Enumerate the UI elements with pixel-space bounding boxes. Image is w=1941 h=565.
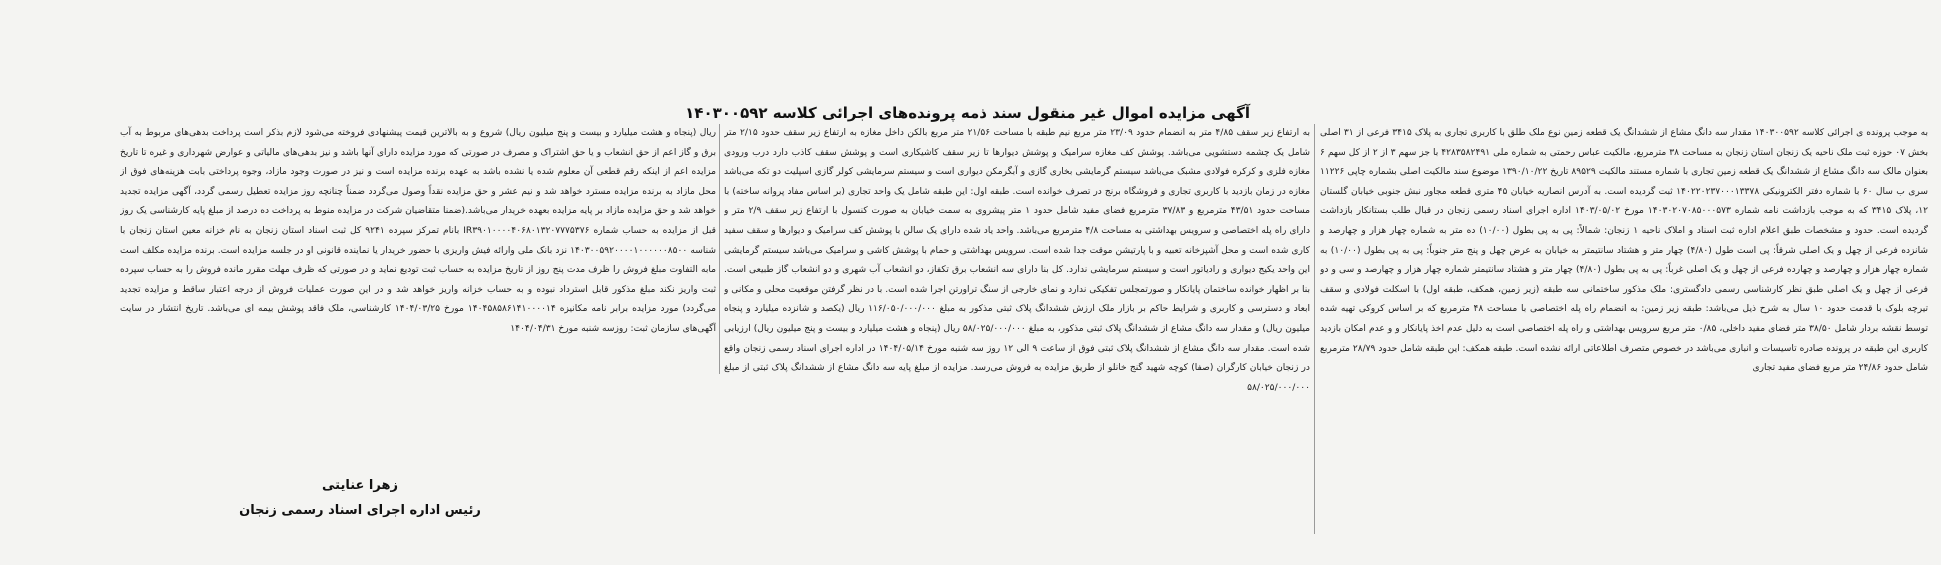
- notice-column-middle: به ارتفاع زیر سقف ۴/۸۵ متر به انضمام حدود ۲۳/۰۹ متر مربع نیم طبقه با مساحت ۲۱/۵۶ متر مربع بالکن داخل مغازه به ارتفاع زیر سقف حدود ۲/۱۵ متر شامل یک چشمه دستشویی می‌باشد. پوشش کف مغازه سرامیک و پوشش دیوارها تا زیر سقف کاشیکاری است و پوشش سقف کاذب دارد درب ورودی مغازه فلزی و کرکره فولادی مشبک می‌باشد سیستم گرمایشی بخاری گازی و آبگرمکن دیواری است و سیستم سرمایشی کولر گازی اسپلیت دو تکه می‌باشد مغازه در زمان بازدید با کاربری تجاری و فروشگاه برنج در تصرف خوانده است. طبقه اول: این طبقه شامل یک واحد تجاری (بر اساس مفاد پروانه ساخته) با مساحت حدود ۴۳/۵۱ مترمربع و ۳۷/۸۳ مترمربع فضای مفید شامل حدود ۱ متر پیشروی به سمت خیابان به صورت کنسول با ارتفاع زیر سقف ۲/۹ متر و دارای راه پله اختصاصی و سرویس بهداشتی به مساحت ۴/۸ مترمربع می‌باشد. واحد یاد شده دارای یک سالن با پوشش کف سرامیک و دیوارها و سقف سفید کاری شده است و محل آشپزخانه تعبیه و با پارتیشن موقت جدا شده است. سرویس بهداشتی و حمام با پوشش کاشی و سرامیک می‌باشد سیستم گرمایشی این واحد یکیج دیواری و رادیاتور است و سیستم سرمایشی ندارد. کل بنا دارای سه انشعاب برق تکفاز، دو انشعاب آب شهری و دو انشعاب گاز طبیعی است. بنا بر اظهار خوانده ساختمان پایانکار و صورتمجلس تفکیکی ندارد و نمای خارجی از سنگ تراورتن اجرا شده است. با در نظر گرفتن موقعیت محلی و مکانی و ابعاد و دسترسی و کاربری و شرایط حاکم بر بازار ملک ارزش ششدانگ پلاک ثبتی مذکور به مبلغ ۱۱۶/۰۵۰/۰۰۰/۰۰۰ ریال (یکصد و شانزده میلیارد و پنجاه میلیون ریال) و مقدار سه دانگ مشاع از ششدانگ پلاک ثبتی مذکور، به مبلغ ۵۸/۰۲۵/۰۰۰/۰۰۰ ریال (پنجاه و هشت میلیارد و بیست و پنج میلیون ریال) ارزیابی شده است. مقدار سه دانگ مشاع از ششدانگ پلاک ثبتی فوق از ساعت ۹ الی ۱۲ روز سه شنبه مورخ ۱۴۰۴/۰۵/۱۴ در اداره اجرای اسناد رسمی زنجان واقع در زنجان خیابان کارگران (صفا) کوچه شهید گنج خانلو از طریق مزایده به فروش می‌رسد. مزایده از مبلغ پایه سه دانگ مشاع از ششدانگ پلاک ثبتی از مبلغ ۵۸/۰۲۵/۰۰۰/۰۰۰: [724, 128, 1310, 393]
- column-divider: [719, 124, 720, 374]
- notice-title: آگهی مزایده اموال غیر منقول سند ذمه پرونده‌های اجرائی کلاسه ۱۴۰۳۰۰۵۹۲: [685, 104, 1250, 122]
- notice-column-left: ریال (پنجاه و هشت میلیارد و بیست و پنج میلیون ریال) شروع و به بالاترین قیمت پیشنهادی فروخته می‌شود لازم بذکر است پرداخت بدهی‌های مربوط به آب برق و گاز اعم از حق انشعاب و یا حق اشتراک و مصرف در صورتی که مورد مزایده دارای آنها باشد و نیز بدهی‌های مالیاتی و عوارض شهرداری و غیره تا تاریخ مزایده اعم از اینکه رقم قطعی آن معلوم شده یا نشده باشد به عهده برنده مزایده است و نیز در صورت وجود مازاد، وجوه پرداختی بابت هزینه‌های فوق از محل مازاد به برنده مزایده مسترد خواهد شد و نیم عشر و حق مزایده نقداً وصول می‌گردد ضمناً چنانچه روز مزایده تعطیل رسمی گردد، آگهی مزایده تجدید خواهد شد و حق مزایده مازاد بر پایه مزایده بعهده خریدار می‌باشد.(ضمنا متقاضیان شرکت در مزایده منوط به پرداخت ده درصد از مبلغ پایه کارشناسی یک روز قبل از مزایده به حساب شماره IR۳۹۰۱۰۰۰۰۴۰۶۸۰۱۳۲۰۷۷۷۵۳۷۶ بانام تمرکز سپرده ۹۲۴۱ کل ثبت اسناد استان زنجان به نام خزانه معین استان زنجان با شناسه ۱۴۰۳۰۰۵۹۲۰۰۰۰۱۰۰۰۰۰۰۸۵۰۰ نزد بانک ملی وارائه فیش واریزی با حضور خریدار یا نماینده قانونی او در جلسه مزایده است. برنده مزایده مکلف است مابه التفاوت مبلغ فروش را ظرف مدت پنج روز از تاریخ مزایده به حساب ثبت تودیع نماید و در صورتی که ظرف مهلت مقرر مانده فروش را به حساب سپرده ثبت واریز نکند مبلغ مذکور قابل استرداد نبوده و به حساب خزانه واریز خواهد شد و در این صورت عملیات فروش از درجه اعتبار ساقط و مزایده تجدید می‌گردد) مورد مزایده برابر نامه مکانیزه ۱۴۰۴۵۸۵۸۶۱۴۱۰۰۰۰۱۴ مورخ ۱۴۰۴/۰۳/۲۵ کارشناسی، ملک فاقد پوشش بیمه ای می‌باشد. تاریخ انتشار در سایت آگهی‌های سازمان ثبت: روزسه شنبه مورخ ۱۴۰۴/۰۴/۳۱: [120, 128, 716, 334]
- column-divider: [1314, 124, 1315, 534]
- notice-column-right: به موجب پرونده ی اجرائی کلاسه ۱۴۰۳۰۰۵۹۲ مقدار سه دانگ مشاع از ششدانگ یک قطعه زمین نوع ملک طلق با کاربری تجاری به پلاک ۳۴۱۵ فرعی از ۳۱ اصلی بخش ۰۷ حوزه ثبت ملک ناحیه یک زنجان استان زنجان به مساحت ۳۸ مترمربع، مالکیت عباس رحمتی به شماره ملی ۴۲۸۳۵۸۲۴۹۱ با جز سهم ۳ از ۲ از کل سهم ۶ بعنوان مالک سه دانگ مشاع از ششدانگ یک قطعه زمین تجاری با شماره مستند مالکیت ۸۹۵۲۹ تاریخ ۱۳۹۰/۱۰/۲۲ موضوع سند مالکیت اصلی بشماره چاپی ۱۱۲۲۶ سری ب سال ۶۰ با شماره دفتر الکترونیکی ۱۴۰۲۲۰۲۳۷۰۰۰۱۳۳۷۸ ثبت گردیده است. به آدرس انصاریه خیابان ۴۵ متری قطعه مجاور نبش جنوبی خیابان گلستان ۱۲، پلاک ۳۴۱۵ که به موجب بازداشت نامه شماره ۱۴۰۳۰۲۰۷۰۸۵۰۰۰۵۷۳ مورخ ۱۴۰۳/۰۵/۰۲ اداره اجرای اسناد رسمی زنجان در قبال طلب بستانکار بازداشت گردیده است. حدود و مشخصات طبق اعلام اداره ثبت اسناد و املاک ناحیه ۱ زنجان: شمالاً: پی به پی بطول (۱۰/۰۰) ده متر به شماره چهار هزار و چهارصد و شانزده فرعی از چهل و یک اصلی شرقاً: پی است طول (۴/۸۰) چهار متر و هشتاد سانتیمتر به خیابان به عرض چهل و پنج متر جنوباً: پی به پی بطول (۱۰/۰۰) به شماره چهار هزار و چهارصد و چهارده فرعی از چهل و یک اصلی غرباً: پی به پی بطول (۴/۸۰) چهار متر و هشتاد سانتیمتر شماره چهار هزار و چهارصد و سی و دو فرعی از چهل و یک اصلی طبق نظر کارشناسی رسمی دادگستری: ملک مذکور ساختمانی سه طبقه (زیر زمین، همکف، طبقه اول) با اسکلت فولادی و سقف تیرچه بلوک با قدمت حدود ۱۰ سال به شرح ذیل می‌باشد: طبقه زیر زمین: به انضمام راه پله اختصاصی با مساحت ۴۸ مترمربع که بر اساس کروکی تهیه شده توسط نقشه بردار شامل ۳۸/۵۰ متر فضای مفید داخلی، ۰/۸۵ متر مربع سرویس بهداشتی و راه پله اختصاصی است به دلیل عدم اخذ پایانکار و و عدم امکان بازدید کاربری این طبقه در پرونده صادره تاسیسات و انباری می‌باشد در خصوص متصرف اطلاعاتی ارائه نشده است. طبقه همکف: این طبقه شامل حدود ۲۸/۷۹ مترمربع شامل حدود ۲۴/۸۶ متر مربع فضای مفید تجاری: [1320, 128, 1928, 374]
- signature-title: رئیس اداره اجرای اسناد رسمی زنجان: [239, 503, 481, 518]
- signature-name: زهرا عنایتی: [322, 478, 398, 493]
